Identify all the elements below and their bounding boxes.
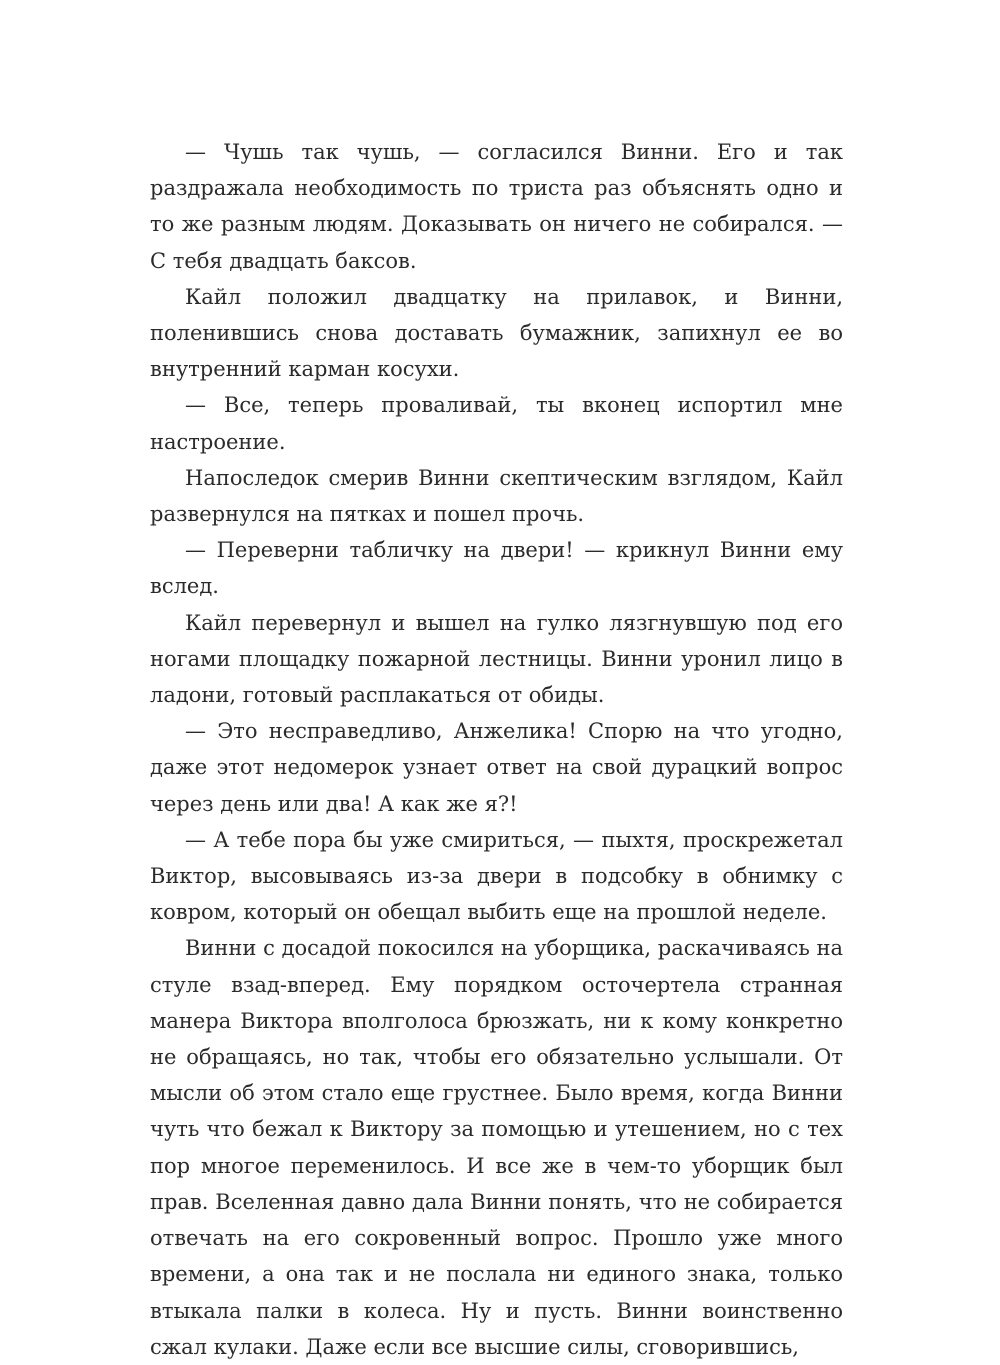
body-text	[150, 134, 843, 1365]
paragraph-2: Кайл положил двадцатку на прилавок, и Винни, поленившись снова доставать бумажник, запихнул ее во внутренний карман косухи.	[150, 284, 843, 382]
paragraph-3: — Все, теперь проваливай, ты вконец испортил мне настроение.	[150, 393, 843, 454]
paragraph-7: — Это несправедливо, Анжелика! Спорю на что угодно, даже этот недомерок узнает ответ на свой дурацкий вопрос через день или два! А как же я?!	[150, 719, 843, 816]
paragraph-9: Винни с досадой покосился на уборщика, раскачиваясь на стуле взад-вперед. Ему порядком осточертела странная манера Виктора вполголоса брюзжать, ни к кому конкретно не обращаясь, но так, чтобы его обязательно услышали. От мысли об этом стало еще грустнее. Было время, когда Винни чуть что бежал к Виктору за помощью и утешением, но с тех пор многое переменилось. И все же в чем-то уборщик был прав. Вселенная давно дала Винни понять, что не собирается отвечать на его сокровенный вопрос. Прошло уже много времени, а она так и не послала ни единого знака, только втыкала палки в колеса. Ну и пусть. Винни воинственно сжал кулаки. Даже если все высшие силы, сговорившись,	[150, 936, 843, 1359]
paragraph-6: Кайл перевернул и вышел на гулко лязгнувшую под его ногами площадку пожарной лестницы. Винни уронил лицо в ладони, готовый расплакаться от обиды.	[150, 610, 843, 708]
paragraph-4: Напоследок смерив Винни скептическим взглядом, Кайл развернулся на пятках и пошел прочь.	[150, 465, 843, 527]
paragraph-5: — Переверни табличку на двери! — крикнул Винни ему вслед.	[150, 538, 843, 599]
paragraph-8: — А тебе пора бы уже смириться, — пыхтя, проскрежетал Виктор, высовываясь из-за двери в подсобку в обнимку с ковром, который он обещал выбить еще на прошлой неделе.	[150, 827, 843, 925]
paragraph-1: — Чушь так чушь, — согласился Винни. Его и так раздражала необходимость по триста раз объяснять одно и то же разным людям. Доказывать он ничего не собирался. — С тебя двадцать баксов.	[150, 140, 843, 273]
